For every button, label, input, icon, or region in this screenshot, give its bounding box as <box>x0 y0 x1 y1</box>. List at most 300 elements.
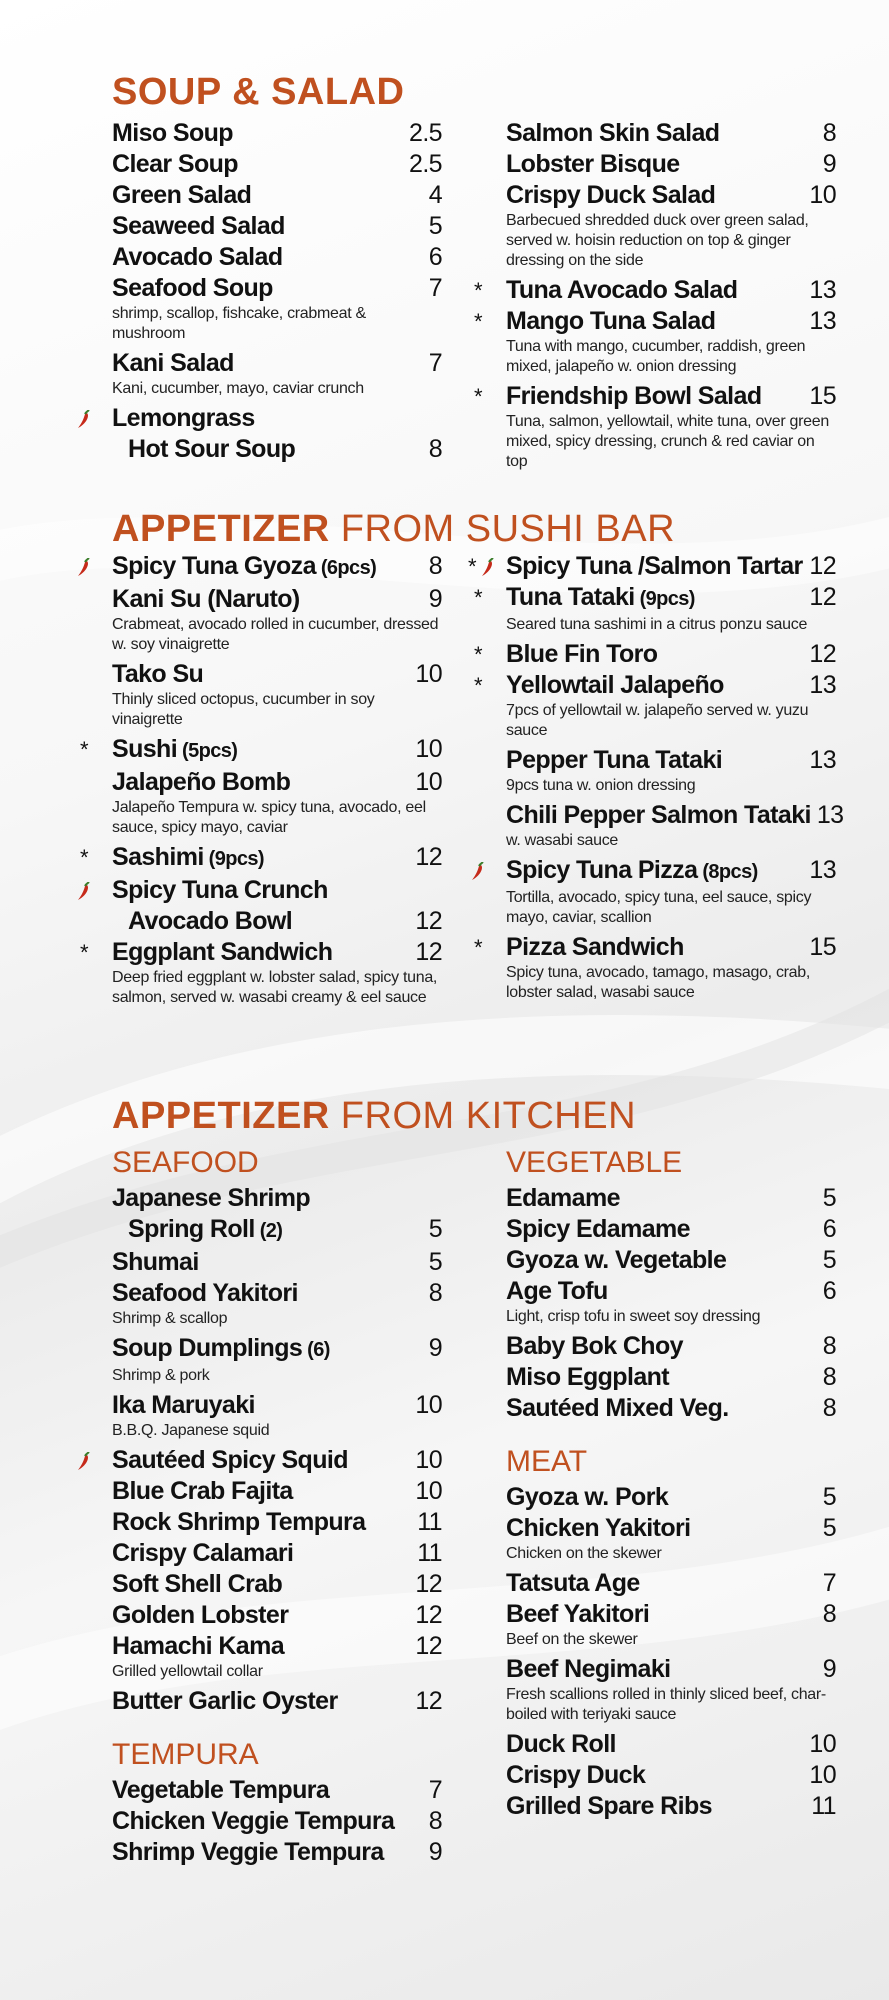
menu-item-name: Friendship Bowl Salad <box>506 382 762 410</box>
menu-item-price: 8 <box>428 435 442 463</box>
menu-item-name: Lemongrass <box>112 404 255 432</box>
menu-item-line <box>506 1214 836 1245</box>
menu-item-name: Spicy Edamame <box>506 1215 690 1243</box>
raw-marker: * <box>474 384 483 409</box>
menu-item <box>112 1507 442 1538</box>
menu-item-description: Kani, cucumber, mayo, caviar crunch <box>112 380 364 397</box>
menu-item-name: Crispy Duck <box>506 1761 646 1789</box>
menu-item-line <box>112 937 442 968</box>
menu-item-line <box>506 118 836 149</box>
menu-item-line <box>112 1600 442 1631</box>
menu-item-line <box>112 1806 442 1837</box>
menu-item-line <box>506 1791 836 1822</box>
menu-item-line <box>506 306 836 337</box>
menu-item-qty: (8pcs) <box>697 861 758 883</box>
menu-item-price: 8 <box>822 119 836 147</box>
menu-item-line <box>506 670 836 701</box>
menu-item-price: 12 <box>415 843 442 871</box>
menu-item-name-cont: Avocado Bowl <box>128 907 293 935</box>
menu-item-name: Chicken Veggie Tempura <box>112 1807 395 1835</box>
menu-item <box>506 1276 836 1327</box>
menu-item-name: Sautéed Mixed Veg. <box>506 1394 729 1422</box>
soup-salad-left-list <box>112 118 442 465</box>
chili-pepper-icon <box>470 862 486 882</box>
menu-item-name: Age Tofu <box>506 1277 608 1305</box>
menu-item-price: 5 <box>822 1184 836 1212</box>
menu-item-price: 7 <box>822 1569 836 1597</box>
menu-item-name: Sautéed Spicy Squid <box>112 1446 348 1474</box>
menu-item-line <box>506 639 836 670</box>
menu-item-description: Tuna, salmon, yellowtail, white tuna, over green mixed, spicy dressing, crunch & red caviar on top <box>506 413 829 470</box>
menu-item-price: 5 <box>428 1248 442 1276</box>
menu-item <box>506 1214 836 1245</box>
menu-item-price: 11 <box>417 1539 442 1567</box>
menu-item <box>112 1600 442 1631</box>
menu-item-line <box>112 1390 442 1421</box>
raw-marker: * <box>80 845 89 870</box>
menu-item-price: 5 <box>428 1215 442 1243</box>
menu-item-name: Sashimi <box>112 843 204 871</box>
subsection-title-meat: MEAT <box>506 1445 588 1478</box>
menu-item-name: Duck Roll <box>506 1730 616 1758</box>
menu-item <box>112 551 442 584</box>
menu-item-description: Shrimp & pork <box>112 1367 210 1384</box>
menu-item-price: 5 <box>822 1246 836 1274</box>
menu-item-price: 13 <box>809 746 836 774</box>
seafood-list <box>112 1183 442 1717</box>
menu-item-name: Baby Bok Choy <box>506 1332 683 1360</box>
menu-item <box>112 767 442 838</box>
menu-item-price: 13 <box>809 856 836 884</box>
menu-item-name: Seafood Soup <box>112 274 273 302</box>
menu-item-price: 8 <box>822 1394 836 1422</box>
chili-pepper-icon <box>76 1452 92 1472</box>
menu-item <box>112 1569 442 1600</box>
menu-item-description: w. wasabi sauce <box>506 832 619 849</box>
menu-item-line <box>506 149 836 180</box>
menu-item <box>112 1806 442 1837</box>
menu-item-price: 9 <box>428 1334 442 1362</box>
menu-item <box>468 551 836 582</box>
menu-item <box>112 149 442 180</box>
menu-item-price: 9 <box>822 1655 836 1683</box>
menu-item-price: 12 <box>809 552 836 580</box>
menu-item <box>80 734 442 767</box>
menu-item-line <box>506 1183 836 1214</box>
menu-item <box>112 1631 442 1682</box>
menu-item-line <box>112 906 442 937</box>
menu-item-name: Clear Soup <box>112 150 238 178</box>
tempura-list <box>112 1775 442 1868</box>
menu-item <box>112 180 442 211</box>
menu-item <box>506 118 836 149</box>
menu-item-name: Miso Eggplant <box>506 1363 670 1391</box>
menu-item-name: Avocado Salad <box>112 243 283 271</box>
menu-item-description: Jalapeño Tempura w. spicy tuna, avocado, eel sauce, spicy mayo, caviar <box>112 799 426 836</box>
menu-item-line <box>112 1631 442 1662</box>
menu-item-line <box>112 1476 442 1507</box>
menu-item <box>506 149 836 180</box>
menu-item-price: 7 <box>428 349 442 377</box>
menu-item-price: 7 <box>428 1776 442 1804</box>
menu-item-price: 8 <box>428 552 442 580</box>
menu-item-price: 11 <box>811 1792 836 1820</box>
menu-item-line <box>506 1276 836 1307</box>
menu-item-line <box>506 1513 836 1544</box>
menu-item-name: Seaweed Salad <box>112 212 285 240</box>
menu-item-price: 10 <box>415 1446 442 1474</box>
menu-item <box>474 639 836 670</box>
menu-item-line <box>112 180 442 211</box>
menu-item-name: Crispy Duck Salad <box>506 181 716 209</box>
menu-item-price: 6 <box>822 1215 836 1243</box>
menu-item-line <box>112 1333 442 1366</box>
menu-item-price: 5 <box>822 1483 836 1511</box>
menu-item-line <box>506 1331 836 1362</box>
menu-item-name: Grilled Spare Ribs <box>506 1792 712 1820</box>
menu-item-price: 8 <box>822 1600 836 1628</box>
menu-item-name: Crispy Calamari <box>112 1539 294 1567</box>
menu-item <box>506 1513 836 1564</box>
menu-item-price: 12 <box>809 640 836 668</box>
menu-item <box>112 403 442 465</box>
raw-marker: * <box>80 737 89 762</box>
menu-item-price: 8 <box>822 1363 836 1391</box>
menu-item-name: Blue Fin Toro <box>506 640 658 668</box>
menu-item <box>112 1445 442 1476</box>
menu-item-line <box>112 273 442 304</box>
menu-item-name: Tako Su <box>112 660 204 688</box>
menu-item <box>506 1393 836 1424</box>
menu-item-line <box>112 1247 442 1278</box>
raw-marker: * <box>474 642 483 667</box>
menu-item <box>506 1791 836 1822</box>
menu-item-name: Tatsuta Age <box>506 1569 640 1597</box>
menu-item-name: Tuna Tataki <box>506 583 635 611</box>
sushi-bar-right-list <box>468 551 844 1007</box>
menu-item-price: 2.5 <box>409 119 442 147</box>
menu-item-line <box>506 1729 836 1760</box>
kitchen-right-column <box>506 1143 836 1822</box>
menu-item-price: 13 <box>816 801 844 829</box>
menu-item-line <box>506 1760 836 1791</box>
menu-item-qty: (6) <box>302 1339 330 1361</box>
menu-item-line <box>506 1568 836 1599</box>
menu-item-line <box>112 211 442 242</box>
section-title-appetizer-kitchen: APPETIZER FROM KITCHEN <box>112 1095 637 1137</box>
menu-item-price: 13 <box>809 671 836 699</box>
menu-item-name: Mango Tuna Salad <box>506 307 716 335</box>
menu-item-name: Gyoza w. Pork <box>506 1483 669 1511</box>
menu-item <box>112 1390 442 1441</box>
chili-pepper-icon <box>76 410 92 430</box>
menu-item-line <box>112 1538 442 1569</box>
menu-item <box>80 842 442 875</box>
menu-item-description: Light, crisp tofu in sweet soy dressing <box>506 1308 761 1325</box>
menu-item-price: 10 <box>415 1477 442 1505</box>
menu-item-description: Barbecued shredded duck over green salad, served w. hoisin reduction on top & ginger dressing on the side <box>506 212 809 269</box>
menu-item-price: 10 <box>415 1391 442 1419</box>
menu-item-price: 9 <box>428 1838 442 1866</box>
menu-item-price: 10 <box>415 768 442 796</box>
menu-item-price: 6 <box>822 1277 836 1305</box>
menu-item <box>474 582 836 635</box>
meat-list <box>506 1482 836 1822</box>
menu-item-qty: (9pcs) <box>634 588 695 610</box>
menu-item <box>112 118 442 149</box>
raw-marker: * <box>474 585 483 610</box>
menu-item <box>506 1599 836 1650</box>
menu-item-description: Tuna with mango, cucumber, raddish, green mixed, jalapeño w. onion dressing <box>506 338 806 375</box>
menu-item-line <box>112 875 442 906</box>
menu-item-price: 12 <box>415 1601 442 1629</box>
menu-item <box>474 306 836 377</box>
menu-item-name: Miso Soup <box>112 119 233 147</box>
menu-item-name: Sushi <box>112 735 178 763</box>
menu-item-price: 9 <box>428 585 442 613</box>
menu-item-line <box>112 659 442 690</box>
menu-item-line <box>506 745 836 776</box>
menu-item <box>474 932 836 1003</box>
menu-item-name: Soup Dumplings <box>112 1334 303 1362</box>
menu-item-description: Spicy tuna, avocado, tamago, masago, crab, lobster salad, wasabi sauce <box>506 964 811 1001</box>
menu-item-name: Shrimp Veggie Tempura <box>112 1838 384 1866</box>
menu-item-name: Kani Su (Naruto) <box>112 585 300 613</box>
menu-item <box>506 1568 836 1599</box>
raw-spicy-marker: * <box>468 551 477 582</box>
menu-item-price: 12 <box>809 583 836 611</box>
menu-item-line <box>112 584 442 615</box>
menu-item-name: Eggplant Sandwich <box>112 938 333 966</box>
menu-item-line <box>506 551 836 582</box>
menu-item-line <box>112 1278 442 1309</box>
menu-item <box>112 273 442 344</box>
menu-item-description: 9pcs tuna w. onion dressing <box>506 777 696 794</box>
menu-item-name: Pizza Sandwich <box>506 933 684 961</box>
menu-item-line <box>506 1245 836 1276</box>
menu-item-name: Blue Crab Fajita <box>112 1477 293 1505</box>
menu-item-line <box>112 1686 442 1717</box>
menu-item-line <box>506 1393 836 1424</box>
chili-pepper-icon <box>76 882 92 902</box>
menu-item <box>112 1837 442 1868</box>
menu-item-name: Ika Maruyaki <box>112 1391 255 1419</box>
menu-item-line <box>112 348 442 379</box>
menu-item-price: 12 <box>415 907 442 935</box>
raw-marker: * <box>474 935 483 960</box>
menu-item <box>506 800 844 851</box>
menu-item <box>112 659 442 730</box>
menu-item-price: 13 <box>809 307 836 335</box>
menu-item <box>506 1183 836 1214</box>
menu-item-line <box>506 855 836 888</box>
soup-salad-right-list <box>474 118 836 476</box>
menu-item-line <box>112 403 442 434</box>
menu-item-price: 5 <box>822 1514 836 1542</box>
menu-item-line <box>112 1507 442 1538</box>
menu-item-line <box>112 434 442 465</box>
menu-item-price: 11 <box>417 1508 442 1536</box>
menu-item-line <box>506 932 836 963</box>
chili-pepper-icon <box>76 558 92 578</box>
menu-item <box>474 670 836 741</box>
menu-item-price: 12 <box>415 1632 442 1660</box>
menu-item-price: 6 <box>428 243 442 271</box>
menu-item-description: Deep fried eggplant w. lobster salad, spicy tuna, salmon, served w. wasabi creamy & eel sauce <box>112 969 438 1006</box>
menu-item-price: 15 <box>809 382 836 410</box>
menu-item-price: 13 <box>809 276 836 304</box>
menu-item-price: 10 <box>809 181 836 209</box>
menu-item-line <box>112 1569 442 1600</box>
menu-item <box>112 1775 442 1806</box>
menu-item-price: 10 <box>415 735 442 763</box>
menu-item-price: 10 <box>809 1761 836 1789</box>
menu-item-description: B.B.Q. Japanese squid <box>112 1422 270 1439</box>
menu-item-name: Spicy Tuna Crunch <box>112 876 328 904</box>
menu-item <box>112 242 442 273</box>
subsection-title-vegetable: VEGETABLE <box>506 1146 683 1179</box>
menu-item <box>506 1654 836 1725</box>
menu-item <box>112 1538 442 1569</box>
menu-item-line <box>112 118 442 149</box>
menu-item-line <box>506 1599 836 1630</box>
subsection-title-seafood: SEAFOOD <box>112 1146 259 1179</box>
menu-item <box>474 381 836 472</box>
menu-item <box>506 1482 836 1513</box>
menu-item-name: Lobster Bisque <box>506 150 680 178</box>
menu-item-price: 12 <box>415 1687 442 1715</box>
menu-item-price: 2.5 <box>409 150 442 178</box>
menu-item-line <box>112 734 442 767</box>
menu-item-price: 5 <box>428 212 442 240</box>
menu-item-price: 12 <box>415 1570 442 1598</box>
menu-item <box>112 1333 442 1386</box>
menu-item-name: Spicy Tuna /Salmon Tartar <box>506 552 803 580</box>
menu-item-line <box>506 275 836 306</box>
menu-item <box>80 937 442 1008</box>
sushi-bar-left-list <box>80 551 442 1012</box>
menu-item-line <box>112 1445 442 1476</box>
menu-item <box>506 1362 836 1393</box>
menu-item <box>506 745 836 796</box>
menu-item-name: Shumai <box>112 1248 199 1276</box>
menu-item-name: Chicken Yakitori <box>506 1514 691 1542</box>
menu-item-line <box>506 180 836 211</box>
menu-item-name: Salmon Skin Salad <box>506 119 720 147</box>
menu-item-line <box>506 1482 836 1513</box>
menu-item-name: Golden Lobster <box>112 1601 289 1629</box>
menu-item-name: Edamame <box>506 1184 620 1212</box>
raw-marker: * <box>474 309 483 334</box>
menu-item-price: 9 <box>822 150 836 178</box>
menu-item-line <box>112 1775 442 1806</box>
menu-item-name: Gyoza w. Vegetable <box>506 1246 727 1274</box>
raw-marker: * <box>474 673 483 698</box>
menu-item-name: Beef Yakitori <box>506 1600 650 1628</box>
menu-item-line <box>506 1654 836 1685</box>
menu-item-name: Butter Garlic Oyster <box>112 1687 338 1715</box>
menu-item <box>506 1245 836 1276</box>
menu-item-price: 15 <box>809 933 836 961</box>
kitchen-left-column <box>112 1143 442 1868</box>
menu-item-price: 10 <box>415 660 442 688</box>
subsection-title-tempura: TEMPURA <box>112 1738 259 1771</box>
menu-item-price: 4 <box>428 181 442 209</box>
menu-item-line <box>112 1183 442 1214</box>
raw-marker: * <box>80 940 89 965</box>
menu-item-name: Beef Negimaki <box>506 1655 671 1683</box>
menu-item-description: Crabmeat, avocado rolled in cucumber, dressed w. soy vinaigrette <box>112 616 439 653</box>
menu-item-description: Chicken on the skewer <box>506 1545 662 1562</box>
menu-item-description: Tortilla, avocado, spicy tuna, eel sauce, spicy mayo, caviar, scallion <box>506 889 812 926</box>
menu-item-line <box>112 149 442 180</box>
menu-item-line <box>506 582 836 615</box>
menu-item-price: 7 <box>428 274 442 302</box>
menu-item-qty: (5pcs) <box>177 740 238 762</box>
menu-item-name: Yellowtail Jalapeño <box>506 671 724 699</box>
menu-item <box>112 1476 442 1507</box>
menu-item <box>112 1686 442 1717</box>
menu-item-name: Spicy Tuna Gyoza <box>112 552 316 580</box>
menu-item <box>112 348 442 399</box>
menu-item-name: Rock Shrimp Tempura <box>112 1508 366 1536</box>
menu-item-name: Kani Salad <box>112 349 234 377</box>
menu-item-price: 8 <box>428 1807 442 1835</box>
raw-marker: * <box>474 278 483 303</box>
menu-item <box>112 875 442 937</box>
menu-item-line <box>112 767 442 798</box>
menu-item-price: 10 <box>809 1730 836 1758</box>
menu-item-name: Chili Pepper Salmon Tataki <box>506 801 811 829</box>
menu-item-description: 7pcs of yellowtail w. jalapeño served w. yuzu sauce <box>506 702 809 739</box>
menu-item-line <box>112 242 442 273</box>
menu-item-qty: (6pcs) <box>315 557 377 579</box>
menu-item-line <box>112 1837 442 1868</box>
menu-item-line <box>112 551 442 584</box>
menu-item <box>506 855 836 928</box>
menu-item-name: Seafood Yakitori <box>112 1279 298 1307</box>
menu-item-description: Shrimp & scallop <box>112 1310 228 1327</box>
menu-item <box>112 1247 442 1278</box>
menu-item-name: Pepper Tuna Tataki <box>506 746 723 774</box>
menu-item-name-cont: Hot Sour Soup <box>128 435 296 463</box>
menu-item-line <box>506 381 836 412</box>
vegetable-list <box>506 1183 836 1424</box>
menu-item <box>112 584 442 655</box>
menu-item-name-cont: Spring Roll <box>128 1215 255 1243</box>
menu-item <box>506 1729 836 1760</box>
menu-item-name: Hamachi Kama <box>112 1632 285 1660</box>
menu-item-line <box>112 1214 442 1247</box>
menu-item-name: Vegetable Tempura <box>112 1776 330 1804</box>
menu-item-description: Seared tuna sashimi in a citrus ponzu sauce <box>506 616 808 633</box>
menu-item-line <box>506 800 844 831</box>
menu-item-description: Beef on the skewer <box>506 1631 638 1648</box>
section-title-appetizer-sushi-bar: APPETIZER FROM SUSHI BAR <box>112 508 676 550</box>
menu-item-name: Jalapeño Bomb <box>112 768 291 796</box>
chili-pepper-icon <box>480 558 496 578</box>
menu-item <box>506 1331 836 1362</box>
menu-item-description: Grilled yellowtail collar <box>112 1663 263 1680</box>
menu-item <box>474 275 836 306</box>
menu-item-qty: (2) <box>254 1220 283 1242</box>
section-title-soup-salad: SOUP & SALAD <box>112 71 405 113</box>
menu-item <box>112 1278 442 1329</box>
menu-item <box>506 1760 836 1791</box>
menu-item-qty: (9pcs) <box>203 848 264 870</box>
menu-item-name: Green Salad <box>112 181 252 209</box>
menu-item <box>112 211 442 242</box>
